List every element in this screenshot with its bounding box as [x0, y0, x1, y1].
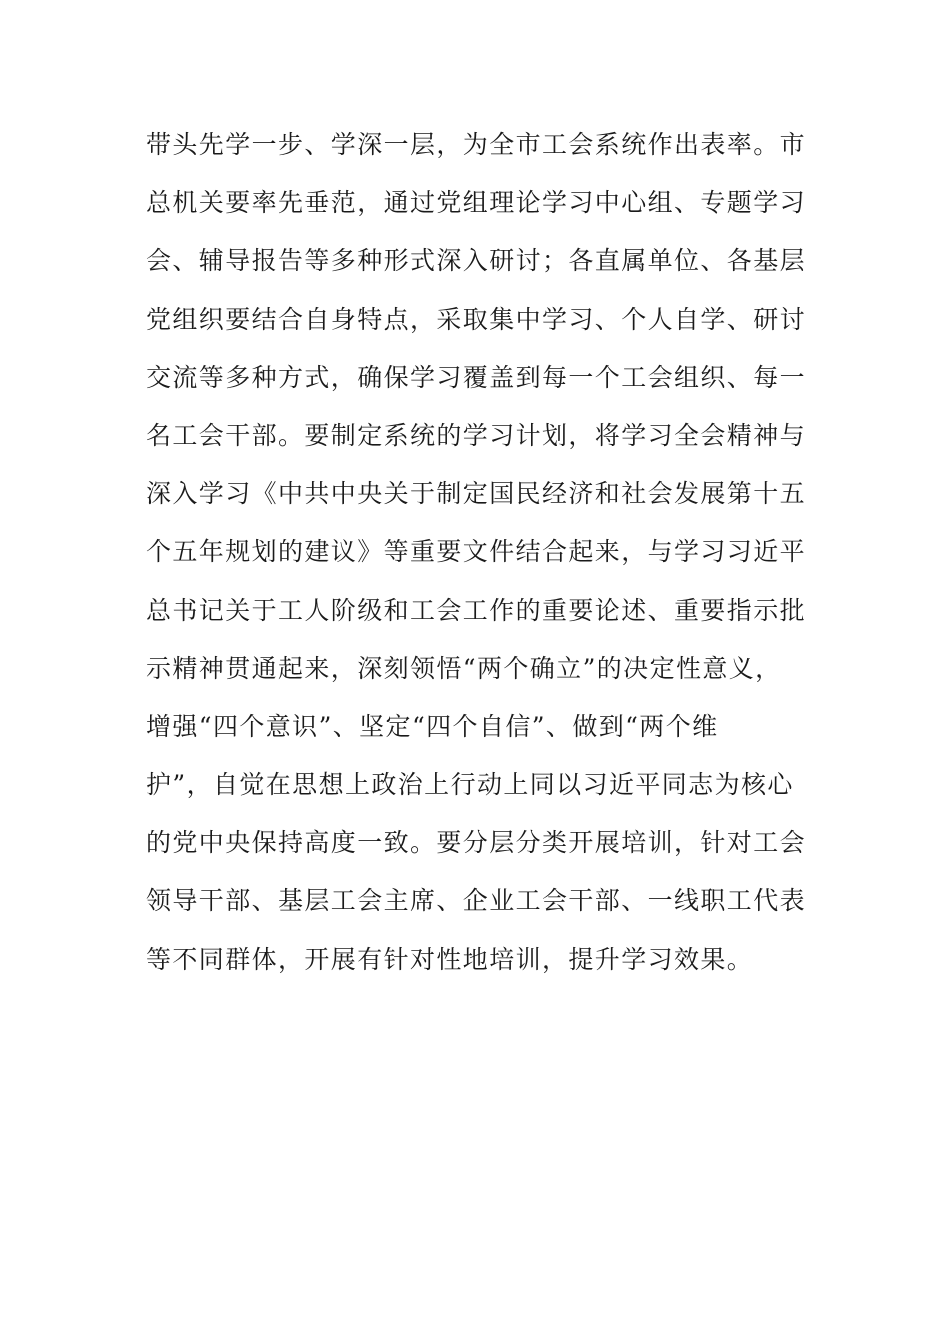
text-line-15: 等不同群体，开展有针对性地培训，提升学习效果。 [146, 944, 754, 974]
text-line-2: 总机关要率先垂范，通过党组理论学习中心组、专题学习 [146, 188, 807, 218]
text-line-10: 示精神贯通起来，深刻领悟“两个确立”的决定性意义， [146, 653, 782, 683]
text-line-6: 名工会干部。要制定系统的学习计划，将学习全会精神与 [146, 420, 807, 450]
text-line-4: 党组织要结合自身特点，采取集中学习、个人自学、研讨 [146, 304, 807, 334]
text-line-13: 的党中央保持高度一致。要分层分类开展培训，针对工会 [146, 828, 807, 858]
text-line-1: 带头先学一步、学深一层，为全市工会系统作出表率。市 [146, 130, 807, 159]
text-line-11: 增强“四个意识”、坚定“四个自信”、做到“两个维 [146, 711, 719, 741]
text-line-12: 护”，自觉在思想上政治上行动上同以习近平同志为核心 [146, 770, 794, 800]
document-body [146, 116, 806, 989]
text-line-8: 个五年规划的建议》等重要文件结合起来，与学习习近平 [146, 537, 807, 567]
text-line-14: 领导干部、基层工会主席、企业工会干部、一线职工代表 [146, 886, 807, 916]
text-line-7: 深入学习《中共中央关于制定国民经济和社会发展第十五 [146, 479, 807, 509]
text-line-5: 交流等多种方式，确保学习覆盖到每一个工会组织、每一 [146, 362, 807, 392]
text-line-9: 总书记关于工人阶级和工会工作的重要论述、重要指示批 [146, 595, 807, 625]
text-line-3: 会、辅导报告等多种形式深入研讨；各直属单位、各基层 [146, 246, 807, 276]
